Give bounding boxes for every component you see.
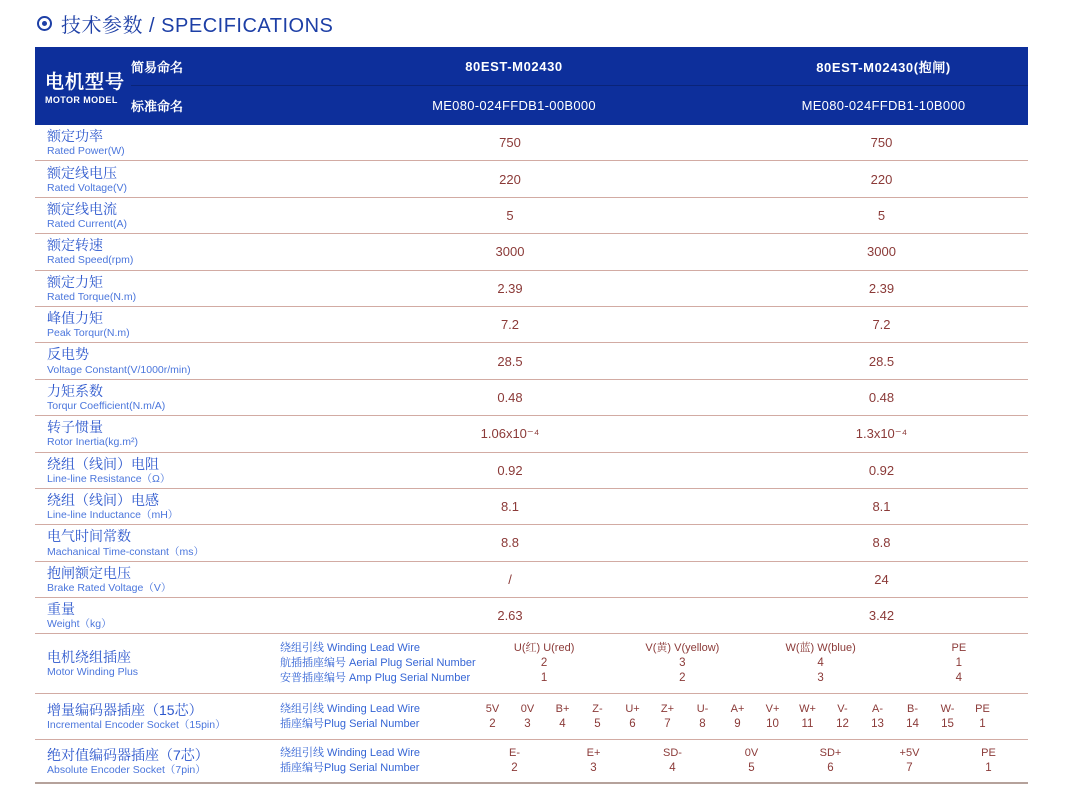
spec-label-cn: 转子惯量 <box>47 419 103 436</box>
spec-value-model2: 0.92 <box>868 462 895 478</box>
absolute-pin-column <box>554 746 633 776</box>
spec-label-cn: 重量 <box>47 601 75 618</box>
spec-value-model2: 24 <box>874 571 889 587</box>
absolute-label <box>35 747 280 776</box>
absolute-pin-number: 7 <box>906 762 913 775</box>
incremental-pin-column <box>930 702 965 732</box>
winding-pin-label: PE <box>951 642 967 655</box>
incremental-encoder-row <box>35 694 1028 740</box>
spec-label-cn: 绕组（线间）电阻 <box>47 455 159 472</box>
circle-dot-icon <box>37 16 52 31</box>
incremental-pin-label: B- <box>907 702 918 715</box>
spec-value-model2: 3000 <box>867 244 896 260</box>
table-header <box>35 47 1028 125</box>
incremental-sub-label: 插座编号Plug Serial Number <box>280 717 420 730</box>
absolute-pin-label: PE <box>981 747 996 760</box>
absolute-pin-number: 5 <box>748 762 755 775</box>
winding-amp-number: 4 <box>955 672 963 685</box>
spec-row <box>35 489 1028 525</box>
absolute-encoder-row <box>35 740 1028 784</box>
spec-value-model1: 220 <box>499 171 521 187</box>
incremental-pin-column <box>580 702 615 732</box>
incremental-pin-number: 5 <box>594 717 601 730</box>
absolute-sub-label: 插座编号Plug Serial Number <box>280 762 420 775</box>
spec-value-model2: 7.2 <box>872 317 891 333</box>
spec-label-cn: 额定线电流 <box>47 200 117 217</box>
spec-label <box>35 201 285 230</box>
incremental-pin-number: 14 <box>906 717 919 730</box>
simple-name-label-cell <box>131 47 289 86</box>
incremental-pin-number: 9 <box>734 717 741 730</box>
winding-aerial-number: 2 <box>540 657 548 670</box>
incremental-label <box>35 702 280 731</box>
incremental-pin-label: U+ <box>625 702 640 715</box>
spec-label-cn: 额定力矩 <box>47 273 103 290</box>
incremental-pin-column <box>545 702 580 732</box>
spec-value-model1: 28.5 <box>497 353 523 369</box>
spec-label-en: Rated Speed(rpm) <box>47 254 134 267</box>
absolute-pin-number: 6 <box>827 762 834 775</box>
incremental-pin-label: PE <box>975 702 990 715</box>
spec-label <box>35 419 285 448</box>
spec-label <box>35 274 285 303</box>
incremental-pin-column <box>510 702 545 732</box>
absolute-pin-column <box>633 746 712 776</box>
spec-label-en: Line-line Resistance（Ω） <box>47 472 171 485</box>
incremental-pin-number: 12 <box>836 717 849 730</box>
incremental-pin-label: V- <box>837 702 848 715</box>
winding-sub-label: 绕组引线 Winding Lead Wire <box>280 642 420 655</box>
incremental-pin-number: 8 <box>699 717 706 730</box>
spec-label <box>35 310 285 339</box>
absolute-pin-column <box>870 746 949 776</box>
winding-label <box>35 649 280 678</box>
winding-pin-label: V(黄) V(yellow) <box>645 642 720 655</box>
winding-pin-column <box>475 641 613 686</box>
spec-label-en: Rated Power(W) <box>47 145 125 158</box>
spec-value-model2: 8.1 <box>872 499 891 515</box>
spec-label-cn: 抱闸额定电压 <box>47 564 131 581</box>
spec-label-cn: 反电势 <box>47 346 89 363</box>
incremental-pin-column <box>615 702 650 732</box>
absolute-pin-label: +5V <box>899 747 920 760</box>
standard-name-label: 标准命名 <box>131 99 184 114</box>
winding-amp-number: 3 <box>817 672 824 685</box>
spec-label-en: Weight（kg） <box>47 618 112 631</box>
motor-winding-row <box>35 634 1028 694</box>
spec-value-model2: 28.5 <box>868 353 895 369</box>
spec-label <box>35 601 285 630</box>
motor-model-en: MOTOR MODEL <box>45 95 118 105</box>
incremental-pin-label: W+ <box>799 702 816 715</box>
page-title-text: 技术参数 / SPECIFICATIONS <box>61 15 334 37</box>
incremental-pin-column <box>860 702 895 732</box>
winding-pin-label: U(红) U(red) <box>513 642 575 655</box>
winding-label-cn: 电机绕组插座 <box>47 649 131 666</box>
spec-value-model1: 750 <box>499 135 521 151</box>
spec-label-en: Rotor Inertia(kg.m²) <box>47 436 139 449</box>
spec-label-cn: 额定功率 <box>47 128 103 145</box>
spec-value-model1: 3000 <box>495 244 525 260</box>
winding-pin-column <box>890 641 1028 686</box>
incremental-pin-number: 3 <box>524 717 531 730</box>
spec-label-en: Peak Torqur(N.m) <box>47 327 130 340</box>
absolute-pin-column <box>712 746 791 776</box>
spec-label-en: Voltage Constant(V/1000r/min) <box>47 363 191 376</box>
model1-standard-name: ME080-024FFDB1-00B000 <box>432 98 596 113</box>
spec-value-model1: 2.63 <box>497 608 523 624</box>
winding-sub-labels <box>280 641 475 686</box>
spec-label-cn: 峰值力矩 <box>47 310 103 327</box>
absolute-pin-label: SD- <box>663 747 682 760</box>
spec-row <box>35 525 1028 561</box>
model2-simple-name: 80EST-M02430(抱闸) <box>816 59 951 75</box>
model2-standard-name: ME080-024FFDB1-10B000 <box>801 98 966 113</box>
absolute-pin-number: 2 <box>511 762 518 775</box>
spec-value-model1: 0.48 <box>497 389 523 405</box>
incremental-pin-label: U- <box>696 702 709 715</box>
spec-label-en: Brake Rated Voltage（V） <box>47 581 172 594</box>
winding-pin-column <box>613 641 751 686</box>
spec-row <box>35 198 1028 234</box>
spec-label-en: Torqur Coefficient(N.m/A) <box>47 399 166 412</box>
incremental-pin-column <box>755 702 790 732</box>
spec-label-en: Rated Voltage(V) <box>47 181 127 194</box>
spec-value-model2: 3.42 <box>868 608 895 624</box>
spec-row <box>35 453 1028 489</box>
winding-label-en: Motor Winding Plus <box>47 666 139 679</box>
spec-row <box>35 234 1028 270</box>
incremental-pin-number: 10 <box>766 717 779 730</box>
page-title <box>0 0 1091 38</box>
incremental-pin-label: Z+ <box>660 702 675 715</box>
spec-row <box>35 562 1028 598</box>
spec-label <box>35 237 285 266</box>
incremental-pin-number: 4 <box>559 717 566 730</box>
incremental-pin-label: A+ <box>730 702 745 715</box>
spec-value-model1: 5 <box>506 207 514 223</box>
absolute-pin-label: E+ <box>586 747 601 760</box>
incremental-pin-label: V+ <box>765 702 780 715</box>
incremental-pin-column <box>720 702 755 732</box>
incremental-pin-number: 6 <box>629 717 636 730</box>
spec-value-model1: 7.2 <box>500 317 520 333</box>
incremental-sub-labels <box>280 702 475 732</box>
model1-simple-name: 80EST-M02430 <box>465 58 563 74</box>
spec-value-model2: 5 <box>877 207 886 223</box>
standard-name-label-cell <box>131 86 289 125</box>
incremental-pin-number: 11 <box>801 717 814 730</box>
incremental-sub-label: 绕组引线 Winding Lead Wire <box>280 702 420 715</box>
model2-simple-cell <box>739 47 1028 86</box>
spec-row <box>35 598 1028 634</box>
model1-simple-cell <box>289 47 739 86</box>
simple-name-label: 简易命名 <box>131 59 184 75</box>
incremental-pin-label: B+ <box>555 702 570 715</box>
spec-label <box>35 346 285 375</box>
incremental-pin-column <box>965 702 1000 732</box>
winding-pin-columns <box>475 641 1028 686</box>
incremental-pin-number: 2 <box>489 717 496 730</box>
spec-label <box>35 383 285 412</box>
spec-row <box>35 271 1028 307</box>
absolute-sub-labels <box>280 746 475 776</box>
spec-row <box>35 343 1028 379</box>
spec-row <box>35 416 1028 452</box>
spec-label <box>35 165 285 194</box>
spec-label-en: Rated Torque(N.m) <box>47 290 137 303</box>
spec-row <box>35 161 1028 197</box>
absolute-pin-columns <box>475 746 1028 776</box>
spec-label <box>35 565 285 594</box>
spec-value-model2: 220 <box>870 171 893 187</box>
spec-row <box>35 125 1028 161</box>
incremental-pin-column <box>825 702 860 732</box>
spec-label-cn: 额定转速 <box>47 237 103 254</box>
incremental-pin-number: 13 <box>871 717 884 730</box>
spec-label <box>35 528 285 557</box>
spec-value-model2: 0.48 <box>868 389 895 405</box>
spec-value-model2: 1.3x10⁻⁴ <box>855 425 908 441</box>
absolute-pin-label: E- <box>509 747 520 760</box>
incremental-pin-label: Z- <box>592 702 603 715</box>
absolute-pin-number: 3 <box>590 762 597 775</box>
absolute-pin-label: SD+ <box>819 747 842 760</box>
spec-label-en: Line-line Inductance（mH） <box>47 509 179 522</box>
specifications-table <box>35 47 1028 784</box>
winding-aerial-number: 4 <box>817 657 824 670</box>
spec-label <box>35 492 285 521</box>
spec-label-cn: 电气时间常数 <box>47 528 131 545</box>
absolute-label-en: Absolute Encoder Socket（7pin） <box>47 763 206 776</box>
incremental-pin-label: A- <box>872 702 883 715</box>
spec-value-model1: 2.39 <box>497 280 523 296</box>
absolute-sub-label: 绕组引线 Winding Lead Wire <box>280 747 420 760</box>
spec-label-cn: 绕组（线间）电感 <box>47 492 159 509</box>
incremental-pin-column <box>790 702 825 732</box>
absolute-pin-number: 1 <box>985 762 992 775</box>
spec-label-en: Machanical Time-constant（ms） <box>47 545 204 558</box>
winding-amp-number: 1 <box>540 672 548 685</box>
absolute-pin-column <box>791 746 870 776</box>
spec-label-cn: 力矩系数 <box>47 382 103 399</box>
spec-value-model1: 8.1 <box>500 499 520 515</box>
winding-sub-label: 安普插座编号 Amp Plug Serial Number <box>280 672 471 685</box>
incremental-pin-number: 15 <box>941 717 954 730</box>
incremental-label-cn: 增量编码器插座（15芯） <box>47 702 203 719</box>
incremental-pin-number: 7 <box>664 717 671 730</box>
spec-label <box>35 128 285 157</box>
spec-label-cn: 额定线电压 <box>47 164 117 181</box>
winding-amp-number: 2 <box>679 672 686 685</box>
incremental-pin-column <box>685 702 720 732</box>
model1-standard-cell <box>289 86 739 125</box>
winding-sub-label: 航插插座编号 Aerial Plug Serial Number <box>280 657 476 670</box>
spec-label <box>35 456 285 485</box>
absolute-pin-label: 0V <box>744 747 759 760</box>
incremental-pin-label: 0V <box>520 702 535 715</box>
spec-value-model1: / <box>508 571 512 587</box>
winding-pin-column <box>752 641 890 686</box>
spec-row <box>35 307 1028 343</box>
incremental-pin-column <box>475 702 510 732</box>
model2-standard-cell <box>739 86 1028 125</box>
absolute-pin-number: 4 <box>669 762 676 775</box>
motor-model-header <box>35 47 131 125</box>
incremental-pin-column <box>895 702 930 732</box>
absolute-pin-column <box>949 746 1028 776</box>
incremental-pin-label: W- <box>940 702 955 715</box>
winding-pin-label: W(蓝) W(blue) <box>785 642 856 655</box>
incremental-pin-column <box>650 702 685 732</box>
absolute-pin-column <box>475 746 554 776</box>
incremental-label-en: Incremental Encoder Socket（15pin） <box>47 719 226 732</box>
incremental-pin-number: 1 <box>979 717 986 730</box>
spec-value-model1: 0.92 <box>497 462 523 478</box>
incremental-pin-label: 5V <box>485 702 500 715</box>
winding-aerial-number: 1 <box>955 657 963 670</box>
absolute-label-cn: 绝对值编码器插座（7芯） <box>47 746 209 763</box>
spec-value-model2: 750 <box>870 135 893 151</box>
spec-value-model1: 8.8 <box>500 535 520 551</box>
spec-value-model2: 8.8 <box>872 535 891 551</box>
spec-row <box>35 380 1028 416</box>
spec-value-model2: 2.39 <box>868 280 895 296</box>
winding-aerial-number: 3 <box>679 657 686 670</box>
incremental-pin-columns <box>475 702 1028 732</box>
motor-model-cn: 电机型号 <box>45 72 126 93</box>
spec-value-model1: 1.06x10⁻⁴ <box>480 425 540 441</box>
spec-label-en: Rated Current(A) <box>47 217 127 230</box>
